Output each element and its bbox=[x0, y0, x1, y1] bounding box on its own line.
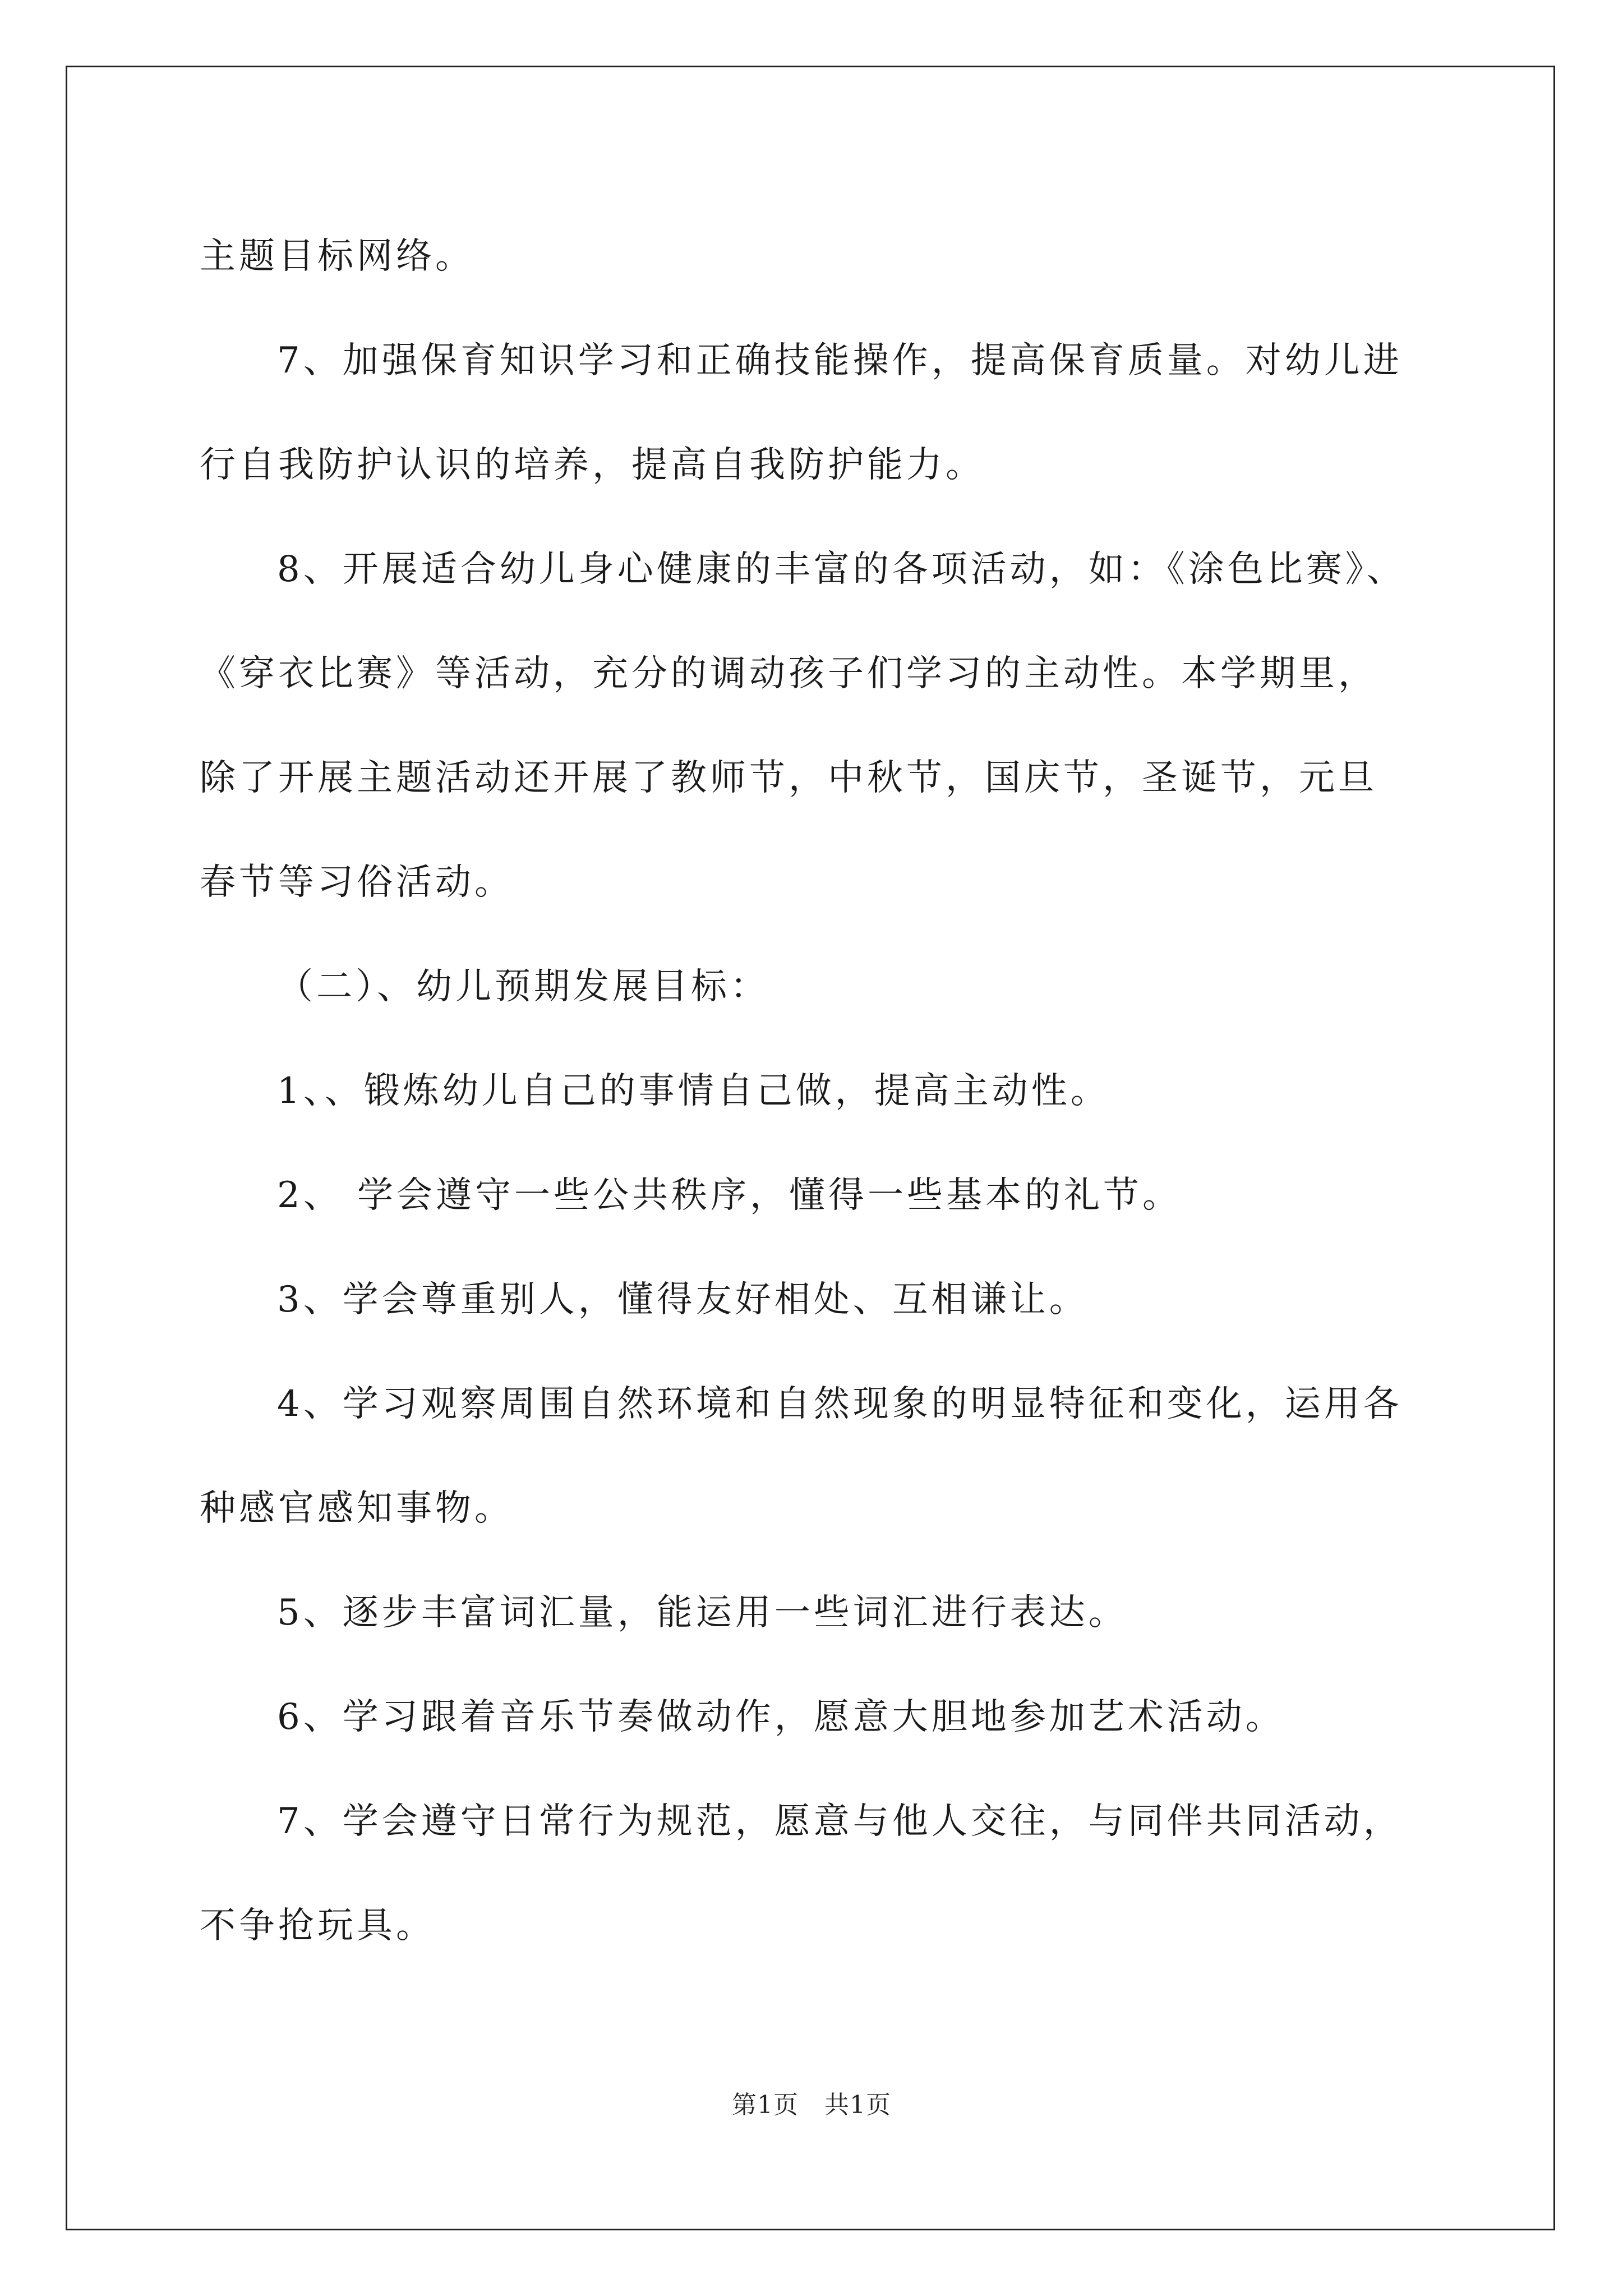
text-line: 主题目标网络。 bbox=[200, 236, 474, 277]
section-heading: （二）、幼儿预期发展目标： bbox=[277, 966, 769, 1007]
text-line: 行自我防护认识的培养，提高自我防护能力。 bbox=[200, 444, 985, 486]
text-line: 2、 学会遵守一些公共秩序，懂得一些基本的礼节。 bbox=[277, 1175, 1182, 1216]
text-line: 7、加强保育知识学习和正确技能操作，提高保育质量。对幼儿进 bbox=[277, 340, 1403, 381]
page-footer bbox=[0, 2085, 1623, 2120]
document-body bbox=[200, 204, 1461, 1978]
text-line: 5、逐步丰富词汇量，能运用一些词汇进行表达。 bbox=[277, 1592, 1128, 1634]
text-line: 8、开展适合幼儿身心健康的丰富的各项活动，如：《涂色比赛》、 bbox=[277, 549, 1406, 590]
page-total: 共1页 bbox=[824, 2091, 891, 2119]
text-line: 3、学会尊重别人，懂得友好相处、互相谦让。 bbox=[277, 1279, 1089, 1320]
text-line: 除了开展主题活动还开展了教师节，中秋节，国庆节，圣诞节，元旦 bbox=[200, 757, 1377, 799]
text-line: 1、、锻炼幼儿自己的事情自己做，提高主动性。 bbox=[277, 1070, 1110, 1112]
text-line: 4、学习观察周围自然环境和自然现象的明显特征和变化，运用各 bbox=[277, 1383, 1403, 1425]
text-line: 6、学习跟着音乐节奏做动作，愿意大胆地参加艺术活动。 bbox=[277, 1696, 1285, 1738]
text-line: 种感官感知事物。 bbox=[200, 1488, 514, 1529]
text-line: 不争抢玩具。 bbox=[200, 1905, 435, 1947]
page-number: 第1页 bbox=[732, 2091, 799, 2119]
text-line: 春节等习俗活动。 bbox=[200, 862, 514, 903]
text-line: 7、学会遵守日常行为规范，愿意与他人交往，与同伴共同活动， bbox=[277, 1801, 1403, 1842]
text-line: 《穿衣比赛》等活动，充分的调动孩子们学习的主动性。本学期里， bbox=[200, 653, 1377, 694]
